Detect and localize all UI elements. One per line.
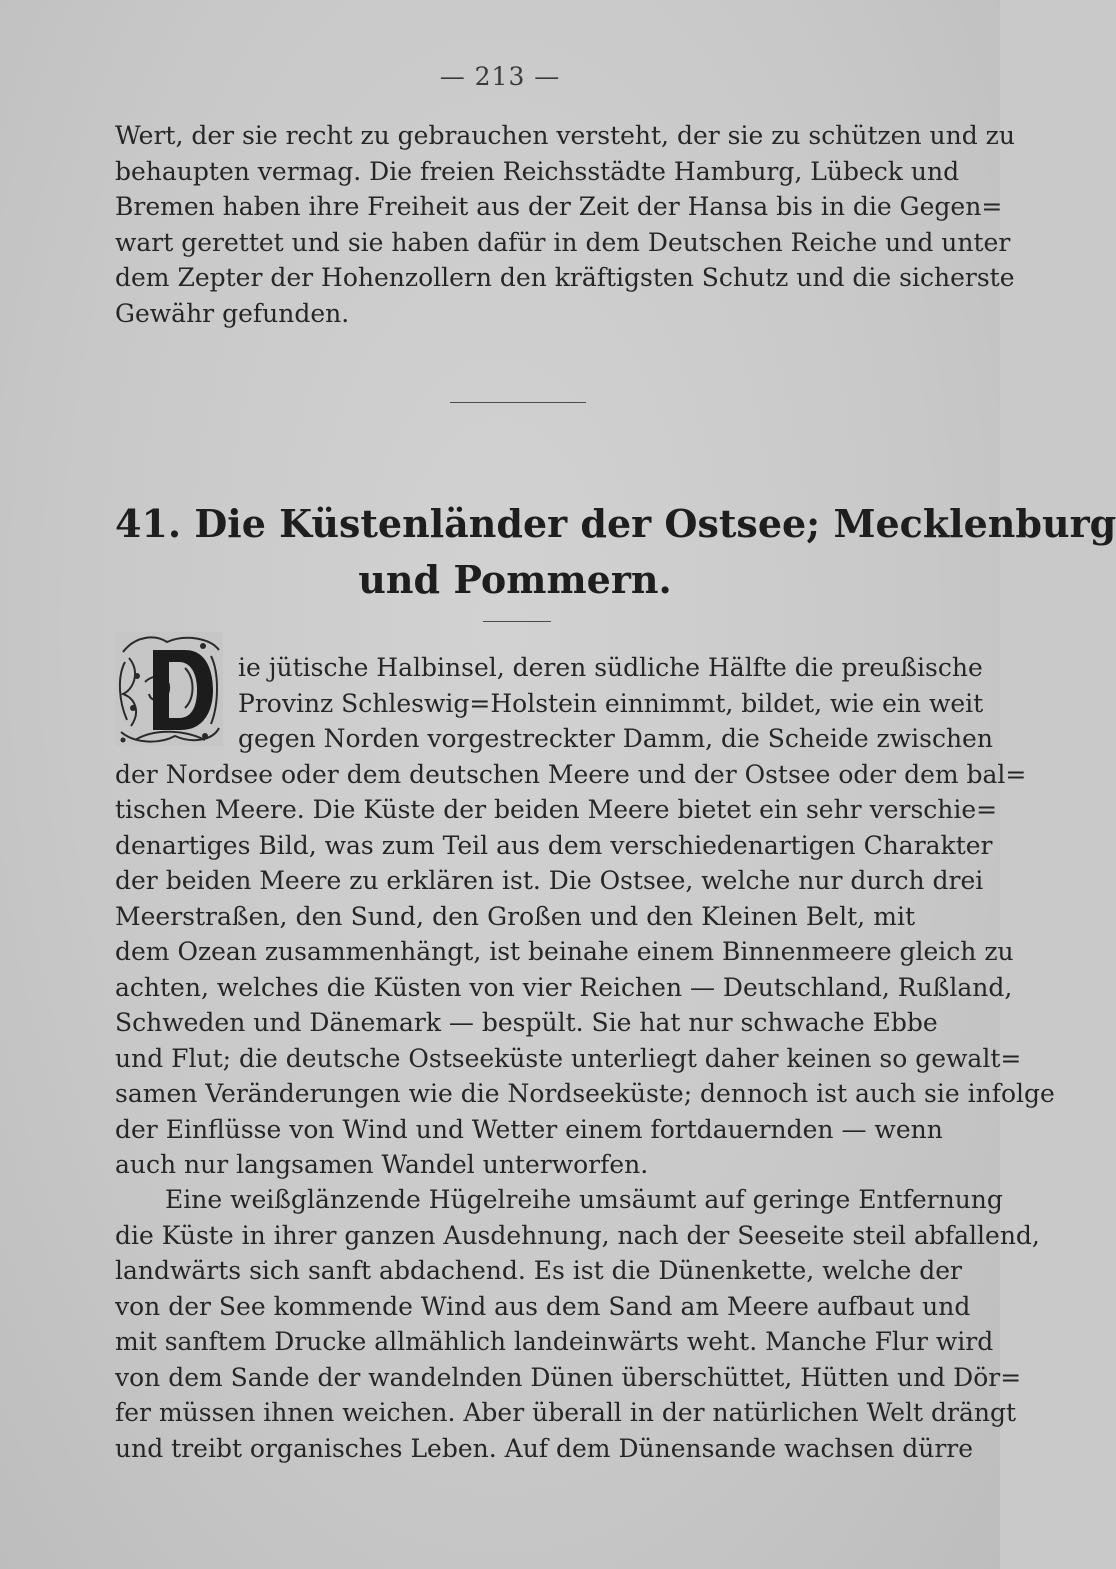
- text-line: von dem Sande der wandelnden Dünen überschüttet, Hütten und Dör=: [115, 1362, 1022, 1392]
- text-line: Eine weißglänzende Hügelreihe umsäumt auf geringe Entfernung: [165, 1185, 1003, 1214]
- text-line: Bremen haben ihre Freiheit aus der Zeit der Hansa bis in die Gegen=: [115, 192, 1003, 221]
- text-line: mit sanftem Drucke allmählich landeinwärts weht. Manche Flur wird: [115, 1327, 994, 1356]
- text-line: und treibt organisches Leben. Auf dem Dünensande wachsen dürre: [115, 1433, 974, 1463]
- text-line: achten, welches die Küsten von vier Reichen — Deutschland, Rußland,: [115, 972, 1013, 1002]
- text-line: wart gerettet und sie haben dafür in dem Deutschen Reiche und unter: [115, 227, 1011, 257]
- text-line: auch nur langsamen Wandel unterworfen.: [115, 1150, 649, 1179]
- chapter-heading-line-1: 41. Die Küstenländer der Ostsee; Mecklenburg: [115, 501, 1116, 546]
- text-line: Gewähr gefunden.: [115, 298, 350, 328]
- text-line: Meerstraßen, den Sund, den Großen und den Kleinen Belt, mit: [115, 901, 915, 931]
- text-line: die Küste in ihrer ganzen Ausdehnung, nach der Seeseite steil abfallend,: [115, 1220, 1040, 1250]
- text-line: ie jütische Halbinsel, deren südliche Hälfte die preußische: [238, 653, 983, 682]
- text-line: fer müssen ihnen weichen. Aber überall in der natürlichen Welt drängt: [115, 1398, 1017, 1427]
- chapter-heading: [115, 496, 1116, 608]
- heading-divider: [483, 621, 551, 622]
- text-line: der Nordsee oder dem deutschen Meere und der Ostsee oder dem bal=: [115, 759, 1027, 789]
- text-line: tischen Meere. Die Küste der beiden Meere bietet ein sehr verschie=: [115, 795, 998, 824]
- text-line: der beiden Meere zu erklären ist. Die Ostsee, welche nur durch drei: [115, 866, 984, 895]
- text-line: Provinz Schleswig=Holstein einnimmt, bildet, wie ein weit: [238, 688, 984, 718]
- intro-paragraph: [115, 118, 1015, 331]
- paragraph-1: [115, 650, 1055, 1183]
- section-divider: [450, 402, 586, 403]
- text-line: behaupten vermag. Die freien Reichsstädte Hamburg, Lübeck und: [115, 156, 960, 186]
- text-line: denartiges Bild, was zum Teil aus dem verschiedenartigen Charakter: [115, 830, 993, 860]
- chapter-heading-line-2: und Pommern.: [358, 557, 672, 602]
- text-line: dem Zepter der Hohenzollern den kräftigsten Schutz und die sicherste: [115, 263, 1015, 292]
- text-line: und Flut; die deutsche Ostseeküste unterliegt daher keinen so gewalt=: [115, 1043, 1022, 1073]
- text-line: dem Ozean zusammenhängt, ist beinahe einem Binnenmeere gleich zu: [115, 937, 1014, 966]
- paragraph-2: [115, 1182, 1040, 1466]
- text-line: landwärts sich sanft abdachend. Es ist die Dünenkette, welche der: [115, 1256, 962, 1285]
- text-line: samen Veränderungen wie die Nordseeküste; dennoch ist auch sie infolge: [115, 1079, 1055, 1108]
- text-line: Schweden und Dänemark — bespült. Sie hat nur schwache Ebbe: [115, 1008, 938, 1037]
- text-line: gegen Norden vorgestreckter Damm, die Scheide zwischen: [238, 724, 993, 753]
- text-line: Wert, der sie recht zu gebrauchen versteht, der sie zu schützen und zu: [115, 121, 1015, 150]
- text-line: der Einflüsse von Wind und Wetter einem fortdauernden — wenn: [115, 1114, 943, 1144]
- text-line: von der See kommende Wind aus dem Sand am Meere aufbaut und: [115, 1291, 971, 1321]
- page-number: — 213 —: [439, 62, 561, 91]
